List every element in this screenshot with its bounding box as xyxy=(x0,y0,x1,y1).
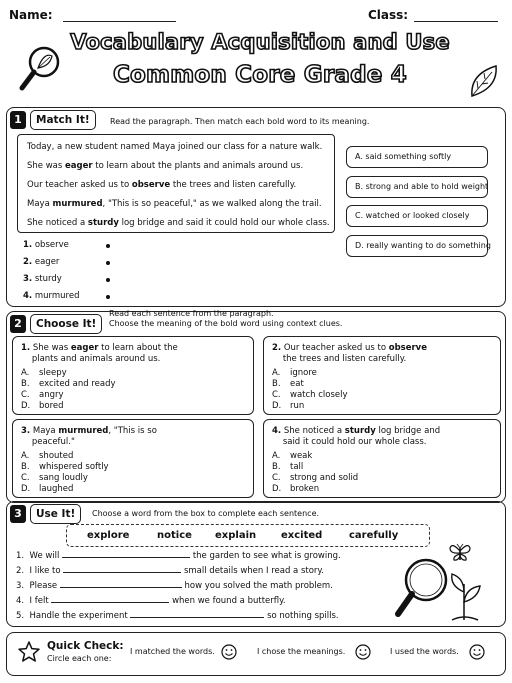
answer-option[interactable]: D. bored xyxy=(21,401,64,411)
answer-blank[interactable] xyxy=(63,572,181,573)
answer-option[interactable]: C. watch closely xyxy=(272,390,348,400)
section-3-instruction: Choose a word from the box to complete each sentence. xyxy=(92,509,320,518)
question-box-2 xyxy=(263,336,501,415)
answer-option[interactable]: D. run xyxy=(272,401,305,411)
class-label: Class: xyxy=(368,8,409,22)
answer-option[interactable]: B. tall xyxy=(272,462,304,472)
choose-it-tag: Choose It! xyxy=(30,314,102,334)
word-bank-word: notice xyxy=(157,530,192,541)
fill-sentence-5: 5. Handle the experiment so nothing spills. xyxy=(16,611,339,621)
smiley-icon[interactable] xyxy=(355,644,371,660)
answer-option[interactable]: A. shouted xyxy=(21,451,74,461)
butterfly-icon xyxy=(448,542,472,564)
answer-option[interactable]: D. broken xyxy=(272,484,320,494)
plant-icon xyxy=(394,544,498,624)
section-2-instruction-2: Choose the meaning of the bold word using context clues. xyxy=(109,319,343,328)
name-label: Name: xyxy=(9,8,53,22)
quick-check-item-2: I chose the meanings. xyxy=(257,647,346,656)
title-line-1: Vocabulary Acquisition and Use xyxy=(70,30,450,54)
answer-option[interactable]: B. whispered softly xyxy=(21,462,109,472)
match-word-1: 1. observe xyxy=(23,240,69,250)
paragraph-line: Today, a new student named Maya joined our class for a nature walk. xyxy=(27,142,323,152)
section-2-instruction-1: Read each sentence from the paragraph. xyxy=(109,309,274,318)
fill-sentence-2: 2. I like to small details when I read a story. xyxy=(16,566,324,576)
match-dot[interactable] xyxy=(106,295,110,299)
quick-check-item-3: I used the words. xyxy=(390,647,459,656)
fill-sentence-3: 3. Please how you solved the math problem. xyxy=(16,581,333,591)
match-dot[interactable] xyxy=(106,244,110,248)
leaf-icon xyxy=(466,62,502,102)
answer-option[interactable]: A. sleepy xyxy=(21,368,67,378)
section-3-number: 3 xyxy=(10,505,26,523)
paragraph-line: She was eager to learn about the plants and animals around us. xyxy=(27,161,304,171)
meaning-option-b[interactable]: B. strong and able to hold weight xyxy=(346,176,488,198)
answer-option[interactable]: B. eat xyxy=(272,379,304,389)
question-text: 4. She noticed a sturdy log bridge and said it could hold our whole class. xyxy=(272,426,441,447)
answer-blank[interactable] xyxy=(130,617,264,618)
title-line-2: Common Core Grade 4 xyxy=(112,62,408,88)
match-dot[interactable] xyxy=(106,278,110,282)
use-it-tag: Use It! xyxy=(30,504,81,524)
answer-blank[interactable] xyxy=(51,602,169,603)
match-word-2: 2. eager xyxy=(23,257,60,267)
word-bank-word: explain xyxy=(215,530,257,541)
word-bank-word: carefully xyxy=(349,530,399,541)
answer-option[interactable]: C. strong and solid xyxy=(272,473,359,483)
question-box-3 xyxy=(12,419,254,498)
question-box-1 xyxy=(12,336,254,415)
section-1-number: 1 xyxy=(10,111,26,129)
match-it-tag: Match It! xyxy=(30,110,96,130)
section-2-number: 2 xyxy=(10,315,26,333)
word-bank-word: explore xyxy=(87,530,130,541)
match-word-3: 3. sturdy xyxy=(23,274,62,284)
answer-blank[interactable] xyxy=(62,557,190,558)
reading-paragraph xyxy=(17,134,335,233)
quick-check-item-1: I matched the words. xyxy=(130,647,215,656)
meaning-option-d[interactable]: D. really wanting to do something xyxy=(346,235,488,257)
quick-check-title: Quick Check: xyxy=(47,640,124,652)
answer-option[interactable]: A. ignore xyxy=(272,368,317,378)
meaning-option-c[interactable]: C. watched or looked closely xyxy=(346,205,488,227)
match-dot[interactable] xyxy=(106,261,110,265)
question-text: 1. She was eager to learn about the plants and animals around us. xyxy=(21,343,178,364)
word-bank xyxy=(66,524,430,547)
paragraph-line: She noticed a sturdy log bridge and said it could hold our whole class. xyxy=(27,218,330,228)
answer-option[interactable]: C. angry xyxy=(21,390,64,400)
question-text: 3. Maya murmured, "This is so peaceful." xyxy=(21,426,157,447)
answer-option[interactable]: C. sang loudly xyxy=(21,473,88,483)
star-icon xyxy=(17,640,41,664)
match-word-4: 4. murmured xyxy=(23,291,80,301)
name-field[interactable] xyxy=(63,21,176,22)
magnifier-icon xyxy=(18,42,66,94)
fill-sentence-1: 1. We will the garden to see what is growing. xyxy=(16,551,341,561)
paragraph-line: Maya murmured, "This is so peaceful," as we walked along the trail. xyxy=(27,199,322,209)
answer-option[interactable]: B. excited and ready xyxy=(21,379,116,389)
word-bank-word: excited xyxy=(281,530,323,541)
answer-option[interactable]: D. laughed xyxy=(21,484,74,494)
question-text: 2. Our teacher asked us to observe the trees and listen carefully. xyxy=(272,343,427,364)
answer-option[interactable]: A. weak xyxy=(272,451,313,461)
quick-check-subtitle: Circle each one: xyxy=(47,654,112,663)
answer-blank[interactable] xyxy=(60,587,182,588)
smiley-icon[interactable] xyxy=(469,644,485,660)
meaning-option-a[interactable]: A. said something softly xyxy=(346,146,488,168)
smiley-icon[interactable] xyxy=(221,644,237,660)
class-field[interactable] xyxy=(414,21,498,22)
paragraph-line: Our teacher asked us to observe the trees and listen carefully. xyxy=(27,180,297,190)
question-box-4 xyxy=(263,419,501,498)
section-1-instruction: Read the paragraph. Then match each bold word to its meaning. xyxy=(110,117,370,126)
fill-sentence-4: 4. I felt when we found a butterfly. xyxy=(16,596,286,606)
